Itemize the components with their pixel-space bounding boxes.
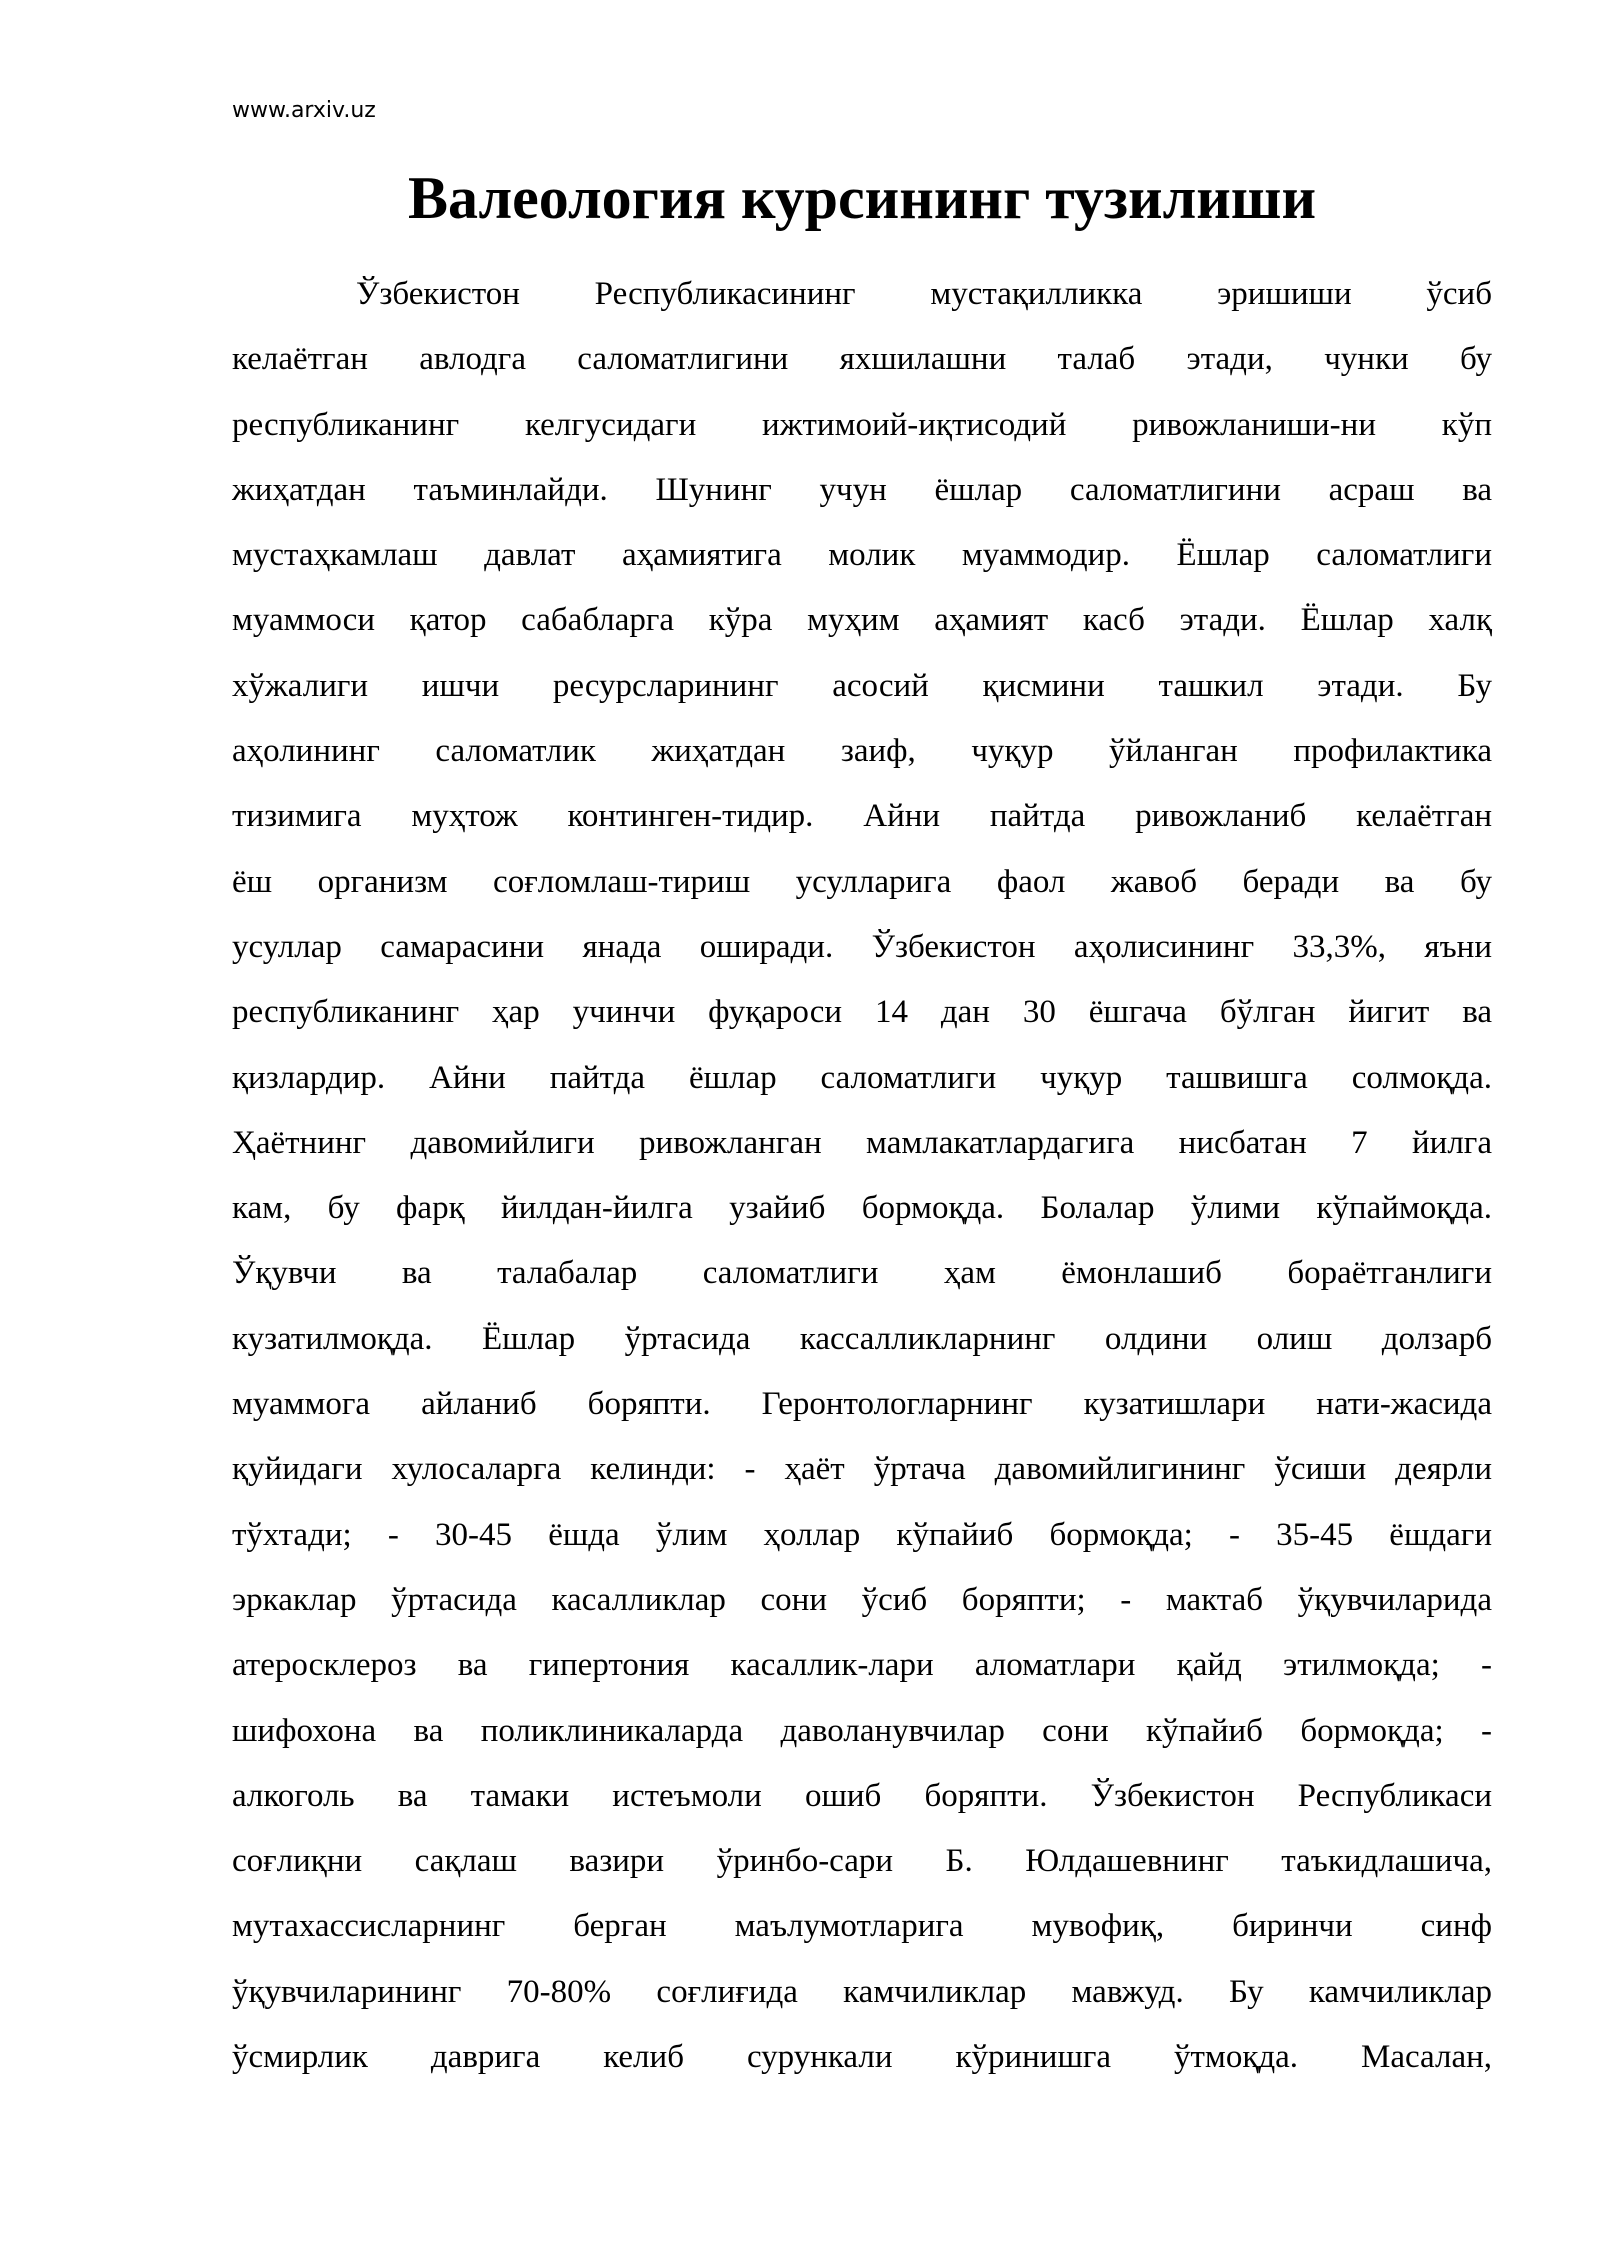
text-line: аҳолининг саломатлик жиҳатдан заиф, чуқур ўйланган профилактика: [232, 733, 1492, 770]
text-line: республиканинг келгусидаги ижтимоий-иқтисодий ривожланиши-ни кўп: [232, 406, 1492, 443]
text-line: қуйидаги хулосаларга келинди: - ҳаёт ўртача давомийлигининг ўсиши деярли: [232, 1451, 1492, 1488]
text-line: муаммоси қатор сабабларга кўра муҳим аҳамият касб этади. Ёшлар халқ: [232, 602, 1492, 639]
text-line: кам, бу фарқ йилдан-йилга узайиб бормоқда. Болалар ўлими кўпаймоқда.: [232, 1190, 1492, 1227]
text-line: ўқувчиларининг 70-80% соғлиғида камчиликлар мавжуд. Бу камчиликлар: [232, 1973, 1492, 2010]
text-line: усуллар самарасини янада оширади. Ўзбекистон аҳолисининг 33,3%, яъни: [232, 928, 1492, 965]
text-line: эркаклар ўртасида касалликлар сони ўсиб боряпти; - мактаб ўқувчиларида: [232, 1581, 1492, 1618]
text-line: Ҳаётнинг давомийлиги ривожланган мамлакатлардагига нисбатан 7 йилга: [232, 1124, 1492, 1161]
text-line: мустаҳкамлаш давлат аҳамиятига молик муаммодир. Ёшлар саломатлиги: [232, 537, 1492, 574]
text-line: Ўзбекистон Республикасининг мустақилликка эришиши ўсиб: [356, 276, 1492, 312]
text-line: Ўқувчи ва талабалар саломатлиги ҳам ёмонлашиб бораётганлиги: [232, 1255, 1492, 1292]
document-title: Валеология курсининг тузилиши: [407, 165, 1317, 231]
text-line: алкоголь ва тамаки истеъмоли ошиб боряпти. Ўзбекистон Республикаси: [232, 1777, 1492, 1814]
text-line: хўжалиги ишчи ресурсларининг асосий қисмини ташкил этади. Бу: [232, 667, 1492, 704]
site-url-header: www.arxiv.uz: [232, 98, 376, 123]
text-line: кузатилмоқда. Ёшлар ўртасида кассалликларнинг олдини олиш долзарб: [232, 1320, 1492, 1357]
text-line: қизлардир. Айни пайтда ёшлар саломатлиги чуқур ташвишга солмоқда.: [232, 1059, 1492, 1096]
text-line: келаётган авлодга саломатлигини яхшилашни талаб этади, чунки бу: [232, 341, 1492, 378]
text-line: атеросклероз ва гипертония касаллик-лари аломатлари қайд этилмоқда; -: [232, 1647, 1492, 1684]
text-line: республиканинг ҳар учинчи фуқароси 14 дан 30 ёшгача бўлган йигит ва: [232, 994, 1492, 1031]
text-line: шифохона ва поликлиникаларда даволанувчилар сони кўпайиб бормоқда; -: [232, 1712, 1492, 1749]
text-line: тизимига муҳтож континген-тидир. Айни пайтда ривожланиб келаётган: [232, 798, 1492, 835]
text-line: жиҳатдан таъминлайди. Шунинг учун ёшлар саломатлигини асраш ва: [232, 471, 1492, 508]
text-line: тўхтади; - 30-45 ёшда ўлим ҳоллар кўпайиб бормоқда; - 35-45 ёшдаги: [232, 1516, 1492, 1553]
text-line: ўсмирлик даврига келиб сурункали кўринишга ўтмоқда. Масалан,: [232, 2039, 1492, 2076]
text-line: ёш организм соғломлаш-тириш усулларига фаол жавоб беради ва бу: [232, 863, 1492, 900]
text-line: муаммога айланиб боряпти. Геронтологларнинг кузатишлари нати-жасида: [232, 1386, 1492, 1423]
text-line: мутахассисларнинг берган маълумотларига мувофиқ, биринчи синф: [232, 1908, 1492, 1945]
text-line: соғлиқни сақлаш вазири ўринбо-сари Б. Юлдашевнинг таъкидлашича,: [232, 1843, 1492, 1880]
paragraph-body: [232, 262, 1492, 2090]
